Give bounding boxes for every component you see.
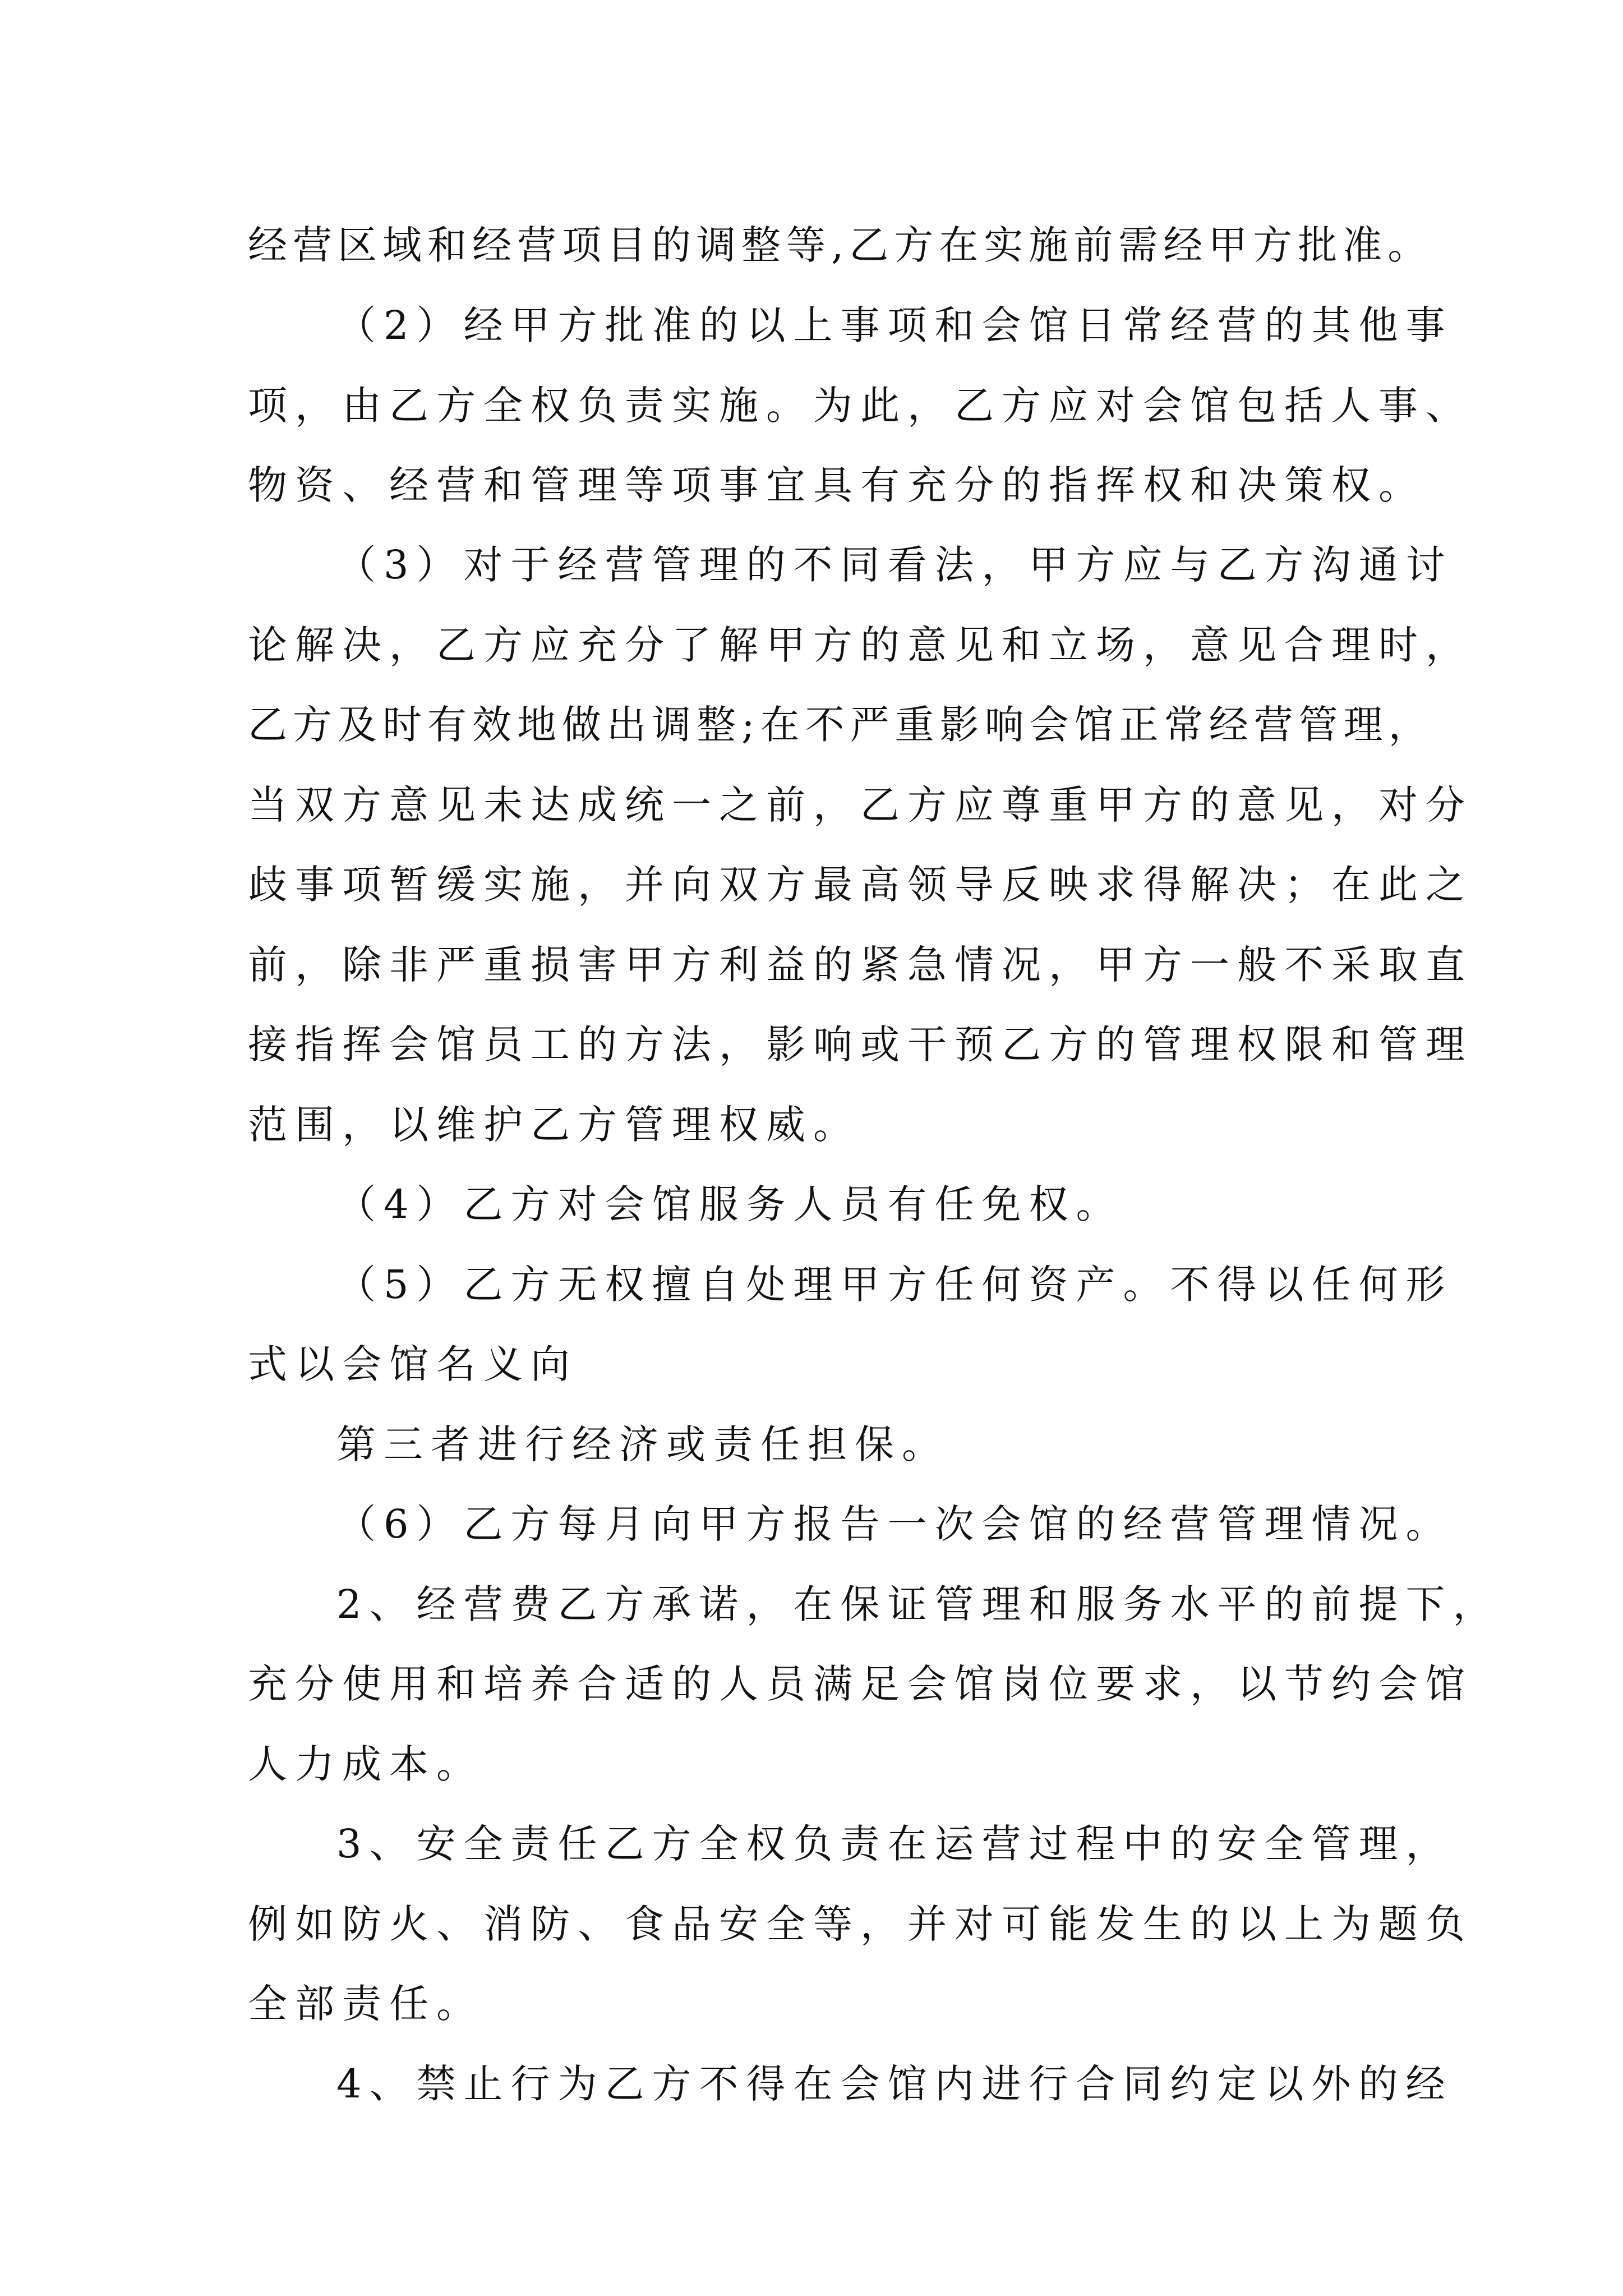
text-line: （2）经甲方批准的以上事项和会馆日常经营的其他事: [336, 302, 1453, 348]
text-line: （4）乙方对会馆服务人员有任免权。: [336, 1181, 1123, 1227]
text-line: 当双方意见未达成统一之前，乙方应尊重甲方的意见，对分: [248, 782, 1473, 828]
text-line: 项，由乙方全权负责实施。为此，乙方应对会馆包括人事、: [248, 383, 1473, 429]
text-line: 第三者进行经济或责任担保。: [336, 1421, 949, 1467]
text-line: 接指挥会馆员工的方法，影响或干预乙方的管理权限和管理: [248, 1022, 1473, 1068]
text-line: 例如防火、消防、食品安全等，并对可能发生的以上为题负: [248, 1901, 1473, 1947]
text-line: 论解决，乙方应充分了解甲方的意见和立场，意见合理时，: [248, 622, 1473, 668]
text-line: 式以会馆名义向: [248, 1341, 578, 1387]
text-line: 人力成本。: [248, 1741, 483, 1787]
text-line: 3、安全责任乙方全权负责在运营过程中的安全管理，: [336, 1821, 1453, 1867]
text-line: （6）乙方每月向甲方报告一次会馆的经营管理情况。: [336, 1501, 1453, 1547]
text-line: 充分使用和培养合适的人员满足会馆岗位要求，以节约会馆: [248, 1661, 1473, 1707]
text-line: （3）对于经营管理的不同看法，甲方应与乙方沟通讨: [336, 542, 1453, 588]
text-line: 乙方及时有效地做出调整;在不严重影响会馆正常经营管理，: [248, 702, 1433, 748]
text-line: （5）乙方无权擅自处理甲方任何资产。不得以任何形: [336, 1262, 1453, 1308]
text-line: 2、经营费乙方承诺，在保证管理和服务水平的前提下，: [336, 1581, 1500, 1627]
text-line: 4、禁止行为乙方不得在会馆内进行合同约定以外的经: [336, 2061, 1453, 2107]
text-line: 范围，以维护乙方管理权威。: [248, 1102, 860, 1148]
text-line: 经营区域和经营项目的调整等,乙方在实施前需经甲方批准。: [248, 222, 1433, 268]
text-line: 物资、经营和管理等项事宜具有充分的指挥权和决策权。: [248, 462, 1426, 508]
text-line: 全部责任。: [248, 1981, 483, 2027]
text-line: 前，除非严重损害甲方利益的紧急情况，甲方一般不采取直: [248, 942, 1473, 988]
text-line: 歧事项暂缓实施，并向双方最高领导反映求得解决；在此之: [248, 862, 1473, 908]
